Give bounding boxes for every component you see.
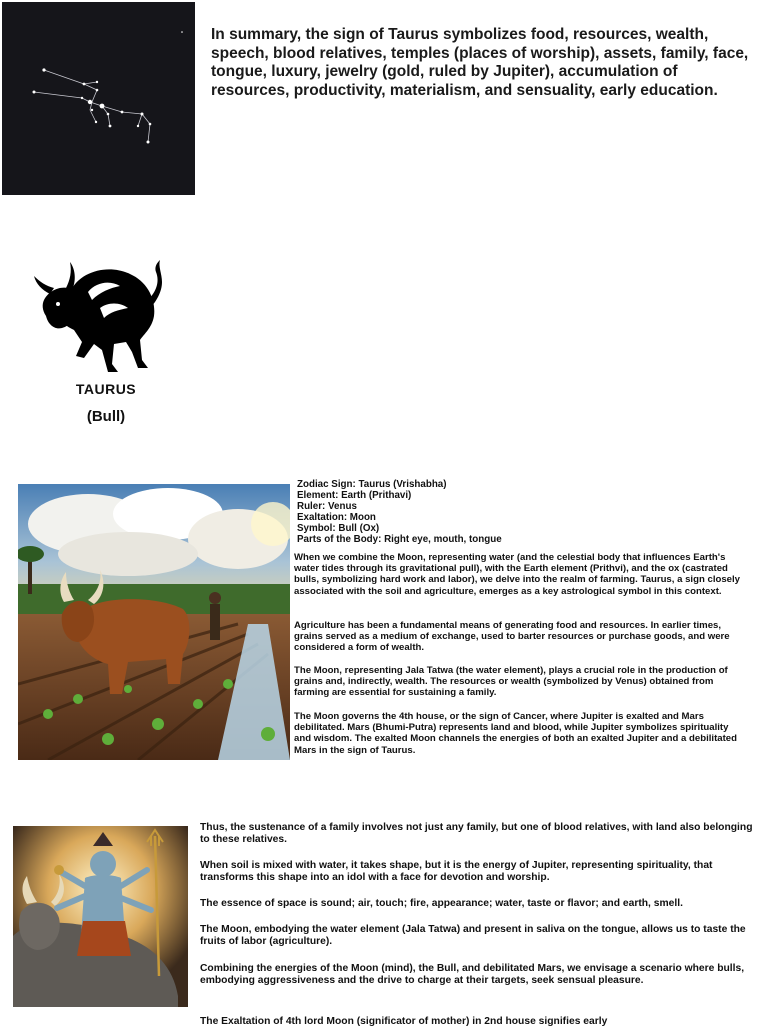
sign-facts <box>297 479 757 545</box>
paragraph-moon-tongue: The Moon, embodying the water element (Jala Tatwa) and present in saliva on the tongue, allows us to taste the fruits of labor (agriculture). <box>200 924 746 947</box>
constellation-image <box>2 2 195 195</box>
taurus-constellation-graphic <box>2 2 195 195</box>
fact-ruler: Ruler: Venus <box>297 501 357 512</box>
paragraph-fourth-house: The Moon governs the 4th house, or the sign of Cancer, where Jupiter is exalted and Mars debilitated. Mars (Bhumi-Putra) represents land and blood, while Jupiter symbolizes spirituality and wisdom. The exalted Moon channels the energies of both an exalted Jupiter and a debilitated Mars in the sign of Taurus. <box>294 711 737 756</box>
paragraph-family: Thus, the sustenance of a family involves not just any family, but one of blood relatives, with land also belonging to these relatives. <box>200 822 753 845</box>
summary-text: In summary, the sign of Taurus symbolizes food, resources, wealth, speech, blood relatives, temples (places of worship), assets, family, face, tongue, luxury, jewelry (gold, ruled by Jupiter), accumulation of resources, productivity, materialism, and sensuality, early education. <box>211 26 749 99</box>
fact-symbol: Symbol: Bull (Ox) <box>297 523 380 534</box>
paragraph-bull-energies: Combining the energies of the Moon (mind), the Bull, and debilitated Mars, we envisage a scenario where bulls, embodying aggressiveness and the drive to charge at their targets, seek sensual pleasure. <box>200 963 745 986</box>
paragraph-essence: The essence of space is sound; air, touch; fire, appearance; water, taste or flavor; and earth, smell. <box>200 898 683 909</box>
taurus-label: TAURUS <box>75 381 137 397</box>
shiva-on-bull-image <box>13 826 188 1007</box>
fact-exaltation: Exaltation: Moon <box>297 512 376 523</box>
ox-ploughing-image <box>18 484 290 760</box>
paragraph-moon-water: The Moon, representing Jala Tatwa (the water element), plays a crucial role in the production of grains and, indirectly, wealth. The resources or wealth (symbolized by Venus) obtained from farming are essential for sustaining a family. <box>294 665 728 699</box>
bull-label: (Bull) <box>86 408 126 425</box>
paragraph-exaltation: The Exaltation of 4th lord Moon (significator of mother) in 2nd house signifies early <box>200 1016 608 1027</box>
fact-body-parts: Parts of the Body: Right eye, mouth, tongue <box>297 534 502 545</box>
fact-zodiac-sign: Zodiac Sign: Taurus (Vrishabha) <box>297 479 447 490</box>
paragraph-agriculture: Agriculture has been a fundamental means of generating food and resources. In earlier times, grains served as a medium of exchange, used to barter resources or purchase goods, and were considered a form of wealth. <box>294 620 730 654</box>
bull-icon <box>30 252 168 382</box>
paragraph-farming: When we combine the Moon, representing water (and the celestial body that influences Earth's water tides through its gravitational pull), with the Earth element (Prithvi), and the ox (castrated bulls, symbolizing hard work and labor), we delve into the realm of farming. Taurus, a sign closely associated with the soil and agriculture, emerges as a key astrological symbol in this context. <box>294 552 741 597</box>
fact-element: Element: Earth (Prithavi) <box>297 490 412 501</box>
paragraph-soil-water: When soil is mixed with water, it takes shape, but it is the energy of Jupiter, representing spirituality, that transforms this shape into an idol with a face for devotion and worship. <box>200 860 713 883</box>
